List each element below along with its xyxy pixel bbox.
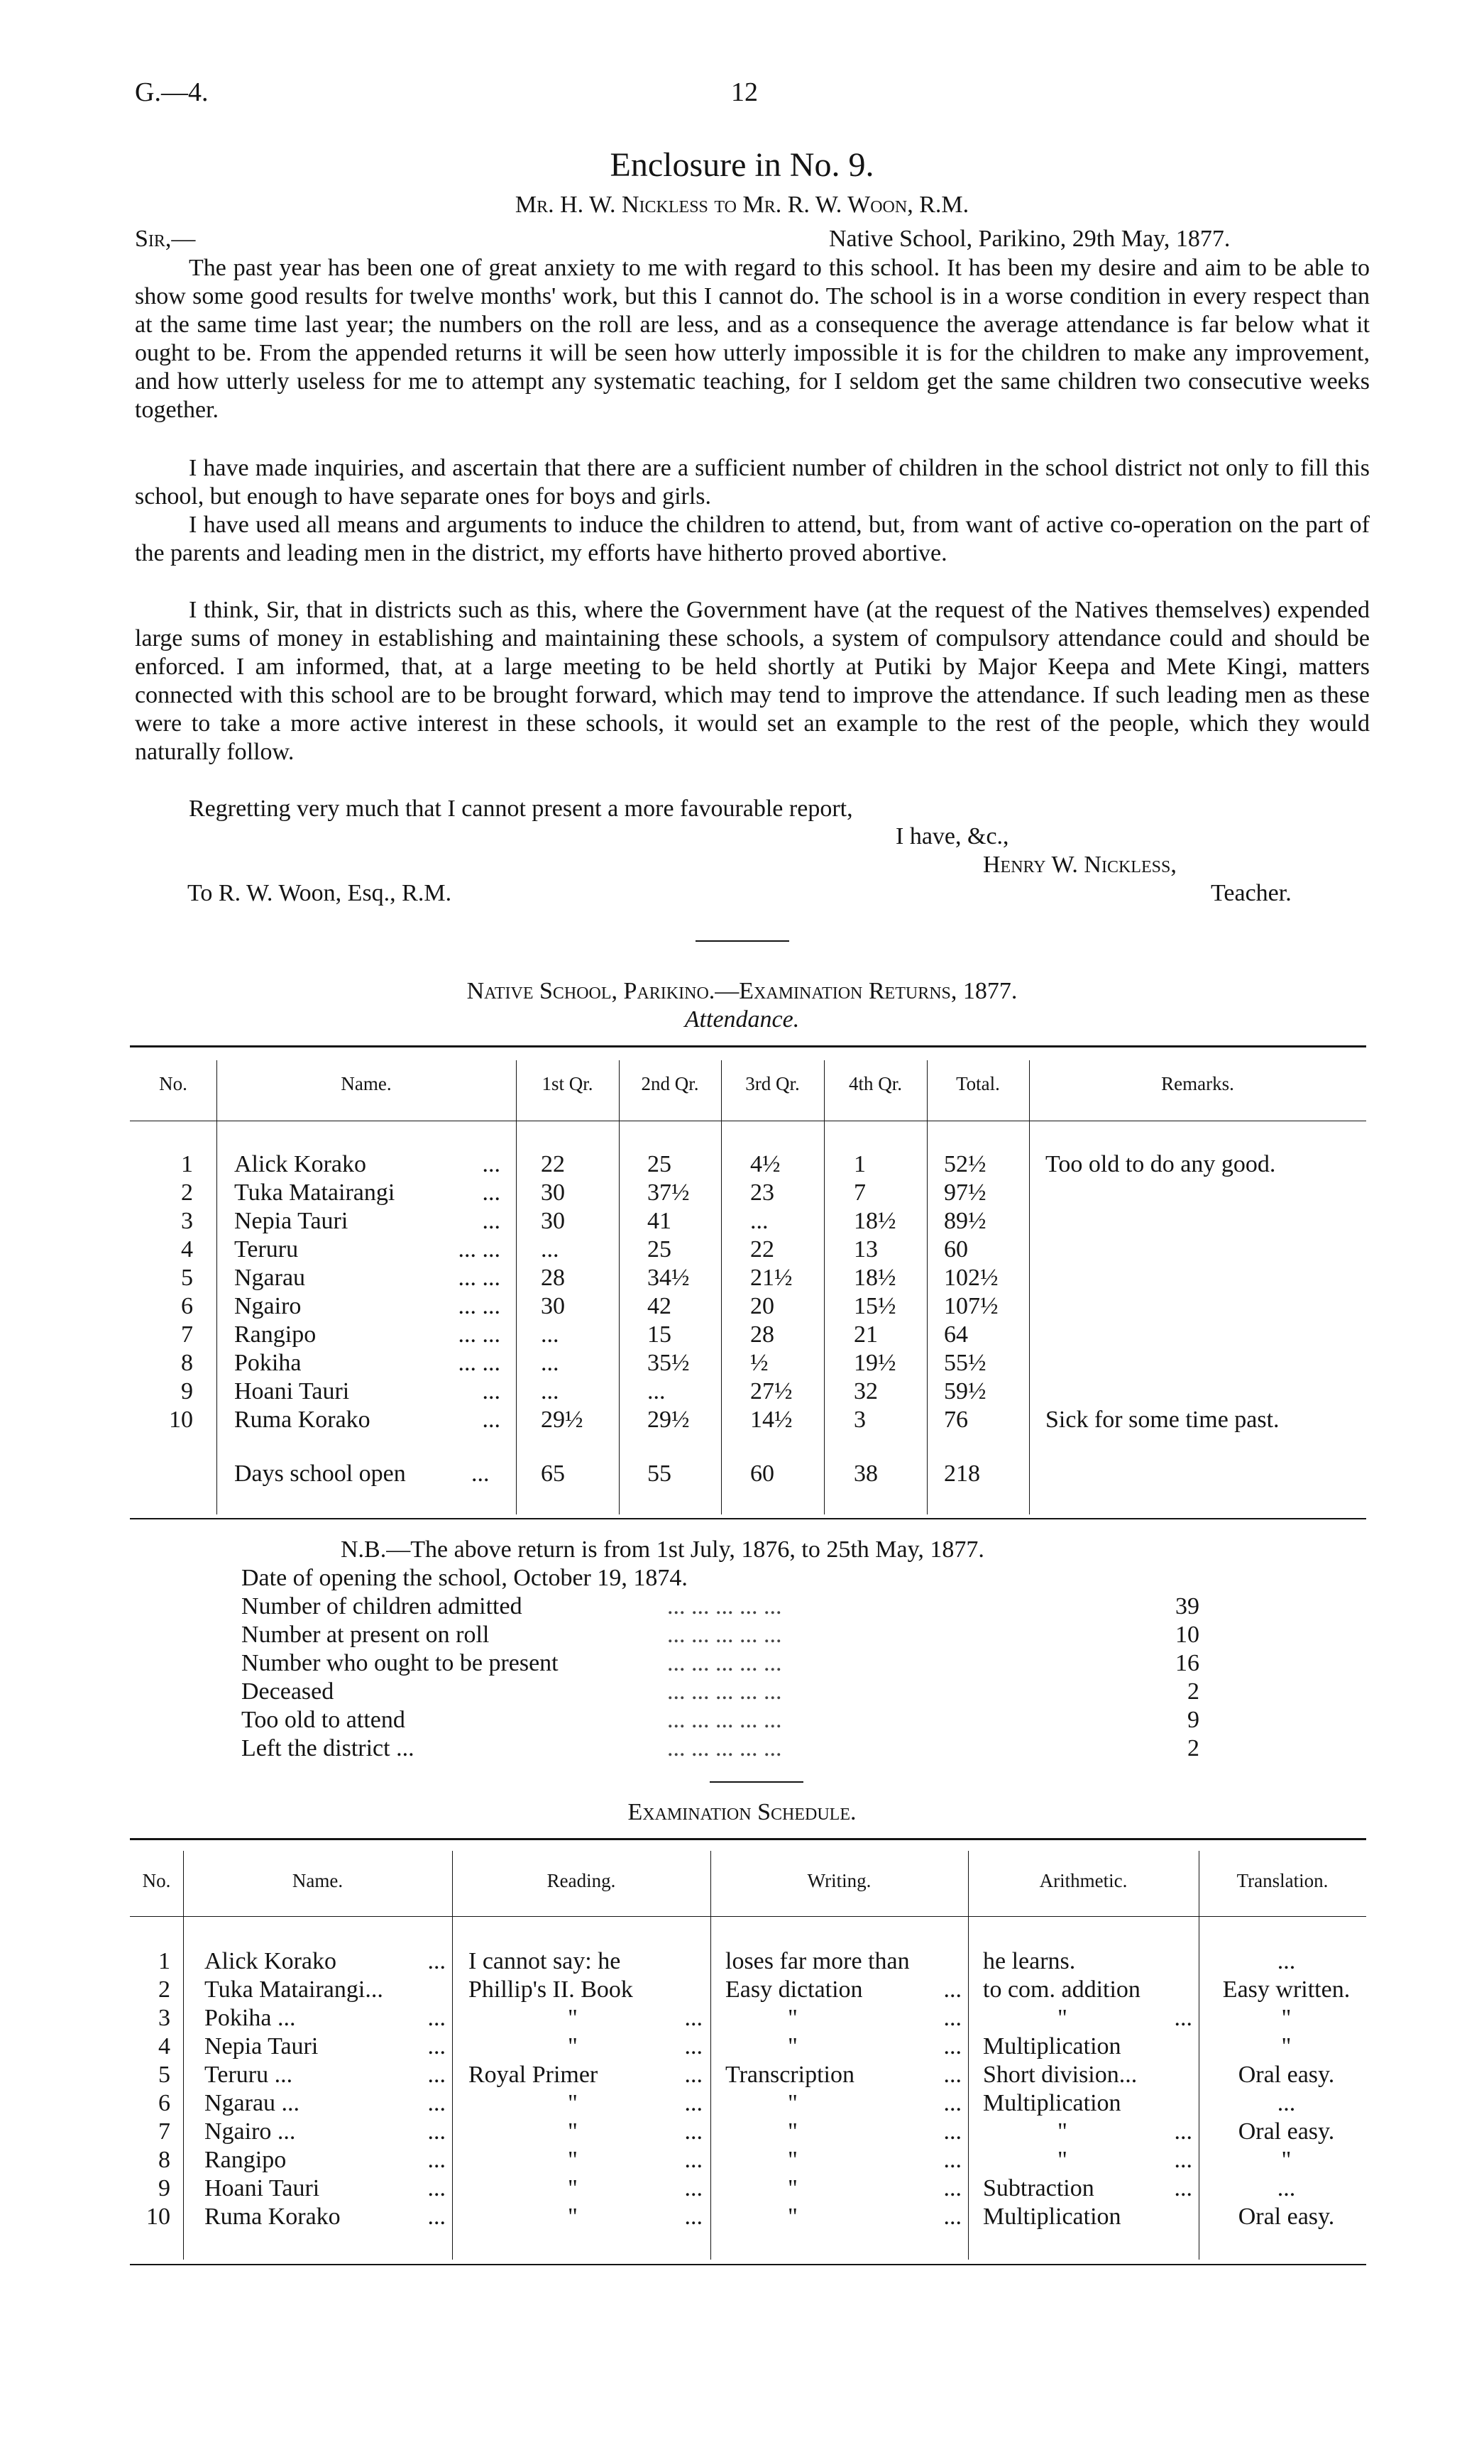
row-name: Teruru: [234, 1236, 299, 1263]
row-number: 8: [181, 1350, 193, 1376]
row-leader-dots: ...: [482, 1378, 500, 1404]
letter-addressee: To R. W. Woon, Esq., R.M.: [187, 880, 452, 906]
row-total: 89½: [944, 1208, 986, 1234]
row-arithmetic-dots: ...: [1174, 2005, 1192, 2031]
column-header: No.: [159, 1073, 187, 1094]
row-reading: ": [568, 2175, 578, 2201]
stat-label: Left the district ...: [241, 1735, 414, 1761]
row-writing: ": [788, 2204, 798, 2230]
section-divider: [710, 1781, 803, 1783]
row-name-dots: ...: [427, 2005, 446, 2031]
row-q4: 32: [854, 1378, 878, 1404]
row-writing: ": [788, 2033, 798, 2059]
row-writing: ": [788, 2147, 798, 2173]
row-arithmetic: Subtraction: [983, 2175, 1094, 2201]
row-translation: ": [1281, 2147, 1292, 2173]
row-reading-dots: ...: [684, 2090, 703, 2116]
section-divider: [696, 940, 789, 942]
row-name: Ruma Korako: [234, 1407, 370, 1433]
row-leader-dots: ...: [482, 1407, 500, 1433]
row-number: 5: [158, 2062, 170, 2088]
row-name: Ngairo: [234, 1293, 302, 1319]
row-number: 3: [158, 2005, 170, 2031]
row-leader-dots: ... ...: [458, 1321, 500, 1348]
row-name-dots: ...: [427, 2118, 446, 2145]
row-q1: 28: [541, 1265, 565, 1291]
row-q3: 4½: [750, 1151, 781, 1177]
row-q4: 18½: [854, 1208, 896, 1234]
stat-label: Too old to attend: [241, 1707, 405, 1733]
days-open-q4: 38: [854, 1461, 878, 1487]
row-number: 6: [158, 2090, 170, 2116]
days-open-q1: 65: [541, 1461, 565, 1487]
row-total: 55½: [944, 1350, 986, 1376]
row-arithmetic: Multiplication: [983, 2090, 1121, 2116]
row-q3: 28: [750, 1321, 774, 1348]
row-arithmetic: Multiplication: [983, 2033, 1121, 2059]
row-leader-dots: ... ...: [458, 1236, 500, 1263]
row-q1: ...: [541, 1321, 559, 1348]
row-writing-dots: ...: [943, 2204, 962, 2230]
column-header: Name.: [341, 1073, 392, 1094]
row-q4: 1: [854, 1151, 866, 1177]
column-divider: [619, 1060, 620, 1514]
letter-salutation: Sir,—: [135, 226, 196, 252]
row-name: Rangipo: [204, 2147, 287, 2173]
column-header: 2nd Qr.: [641, 1073, 699, 1094]
row-reading-dots: ...: [684, 2204, 703, 2230]
letter-paragraph: The past year has been one of great anxiety to me with regard to this school. It has been my desire and aim to be able to show some good results for twelve months' work, but this I cannot do. The school is in a worse condition in every respect than at the same time last year; the numbers on the roll are less, and as a consequence the average attendance is far below what it ought to be. From the appended returns it will be seen how utterly impossible it is for the children to make any improvement, and how utterly useless for me to attempt any systematic teaching, for I seldom get the same children two consecutive weeks together.: [135, 255, 1370, 423]
letter-signature: Henry W. Nickless,: [983, 852, 1177, 878]
column-divider: [927, 1060, 928, 1514]
column-divider: [216, 1060, 217, 1514]
row-name: Ruma Korako: [204, 2204, 341, 2230]
row-q1: ...: [541, 1378, 559, 1404]
row-writing-dots: ...: [943, 2062, 962, 2088]
row-reading-dots: ...: [684, 2033, 703, 2059]
row-q3: 23: [750, 1179, 774, 1206]
row-writing-dots: ...: [943, 2118, 962, 2145]
row-number: 5: [181, 1265, 193, 1291]
row-number: 4: [158, 2033, 170, 2059]
row-q2: 37½: [647, 1179, 690, 1206]
schedule-title: Examination Schedule.: [627, 1799, 857, 1825]
column-header: Translation.: [1236, 1870, 1329, 1891]
returns-nb: N.B.—The above return is from 1st July, 1876, to 25th May, 1877.: [341, 1536, 984, 1563]
letter-paragraph: I have made inquiries, and ascertain that there are a sufficient number of children in the school district not only to fill this school, but enough to have separate ones for boys and girls.: [135, 455, 1370, 510]
row-name: Alick Korako: [234, 1151, 367, 1177]
row-translation: Oral easy.: [1238, 2204, 1335, 2230]
row-q3: 14½: [750, 1407, 793, 1433]
stat-label: Number at present on roll: [241, 1622, 490, 1648]
row-number: 1: [158, 1948, 170, 1974]
row-remarks: Too old to do any good.: [1045, 1151, 1276, 1177]
row-q1: 30: [541, 1293, 565, 1319]
row-reading: ": [568, 2005, 578, 2031]
stat-leader-dots: ... ... ... ... ...: [667, 1622, 782, 1648]
table-rule: [130, 2264, 1366, 2265]
row-total: 60: [944, 1236, 968, 1263]
row-name: Alick Korako: [204, 1948, 337, 1974]
row-q1: ...: [541, 1236, 559, 1263]
row-total: 97½: [944, 1179, 986, 1206]
row-reading: Phillip's II. Book: [468, 1976, 633, 2003]
row-q3: 27½: [750, 1378, 793, 1404]
stat-label: Number of children admitted: [241, 1593, 522, 1619]
row-q2: 15: [647, 1321, 671, 1348]
row-q4: 3: [854, 1407, 866, 1433]
row-total: 102½: [944, 1265, 999, 1291]
row-number: 8: [158, 2147, 170, 2173]
row-q4: 15½: [854, 1293, 896, 1319]
row-reading-dots: ...: [684, 2118, 703, 2145]
row-reading: ": [568, 2204, 578, 2230]
row-reading-dots: ...: [684, 2147, 703, 2173]
stat-value: 2: [1187, 1678, 1199, 1705]
returns-subtitle: Attendance.: [684, 1006, 800, 1033]
row-q1: 22: [541, 1151, 565, 1177]
days-open-total: 218: [944, 1461, 980, 1487]
row-q2: 25: [647, 1236, 671, 1263]
row-writing-dots: ...: [943, 2005, 962, 2031]
row-number: 6: [181, 1293, 193, 1319]
row-number: 10: [169, 1407, 193, 1433]
row-translation: Easy written.: [1222, 1976, 1351, 2003]
letter-from-to: Mr. H. W. Nickless to Mr. R. W. Woon, R.M.: [515, 192, 969, 218]
row-writing-dots: ...: [943, 2175, 962, 2201]
row-writing-dots: ...: [943, 1976, 962, 2003]
column-divider: [721, 1060, 722, 1514]
row-name-dots: ...: [427, 2147, 446, 2173]
row-arithmetic: Multiplication: [983, 2204, 1121, 2230]
page-number: 12: [731, 77, 758, 107]
column-divider: [1029, 1060, 1030, 1514]
row-translation: ": [1281, 2005, 1292, 2031]
stat-value: 2: [1187, 1735, 1199, 1761]
row-arithmetic: to com. addition: [983, 1976, 1141, 2003]
row-writing: Transcription: [725, 2062, 854, 2088]
row-reading-dots: ...: [684, 2175, 703, 2201]
table-rule: [130, 1838, 1366, 1840]
row-writing-dots: ...: [943, 2147, 962, 2173]
stat-leader-dots: ... ... ... ... ...: [667, 1707, 782, 1733]
row-arithmetic: Short division...: [983, 2062, 1138, 2088]
row-name: Nepia Tauri: [234, 1208, 348, 1234]
letter-dateline: Native School, Parikino, 29th May, 1877.: [829, 226, 1231, 252]
row-leader-dots: ...: [482, 1179, 500, 1206]
row-reading: Royal Primer: [468, 2062, 598, 2088]
row-q2: 29½: [647, 1407, 690, 1433]
row-name: Ngarau: [234, 1265, 306, 1291]
days-open-q2: 55: [647, 1461, 671, 1487]
returns-title: Native School, Parikino.—Examination Returns, 1877.: [466, 978, 1018, 1004]
row-q2: 25: [647, 1151, 671, 1177]
row-translation: ": [1281, 2033, 1292, 2059]
row-q2: ...: [647, 1378, 666, 1404]
row-translation: ...: [1277, 2175, 1296, 2201]
row-translation: ...: [1277, 1948, 1296, 1974]
row-q3: ...: [750, 1208, 769, 1234]
stat-leader-dots: ... ... ... ... ...: [667, 1735, 782, 1761]
column-divider: [183, 1851, 184, 2260]
row-name: Tuka Matairangi: [234, 1179, 395, 1206]
stat-leader-dots: ... ... ... ... ...: [667, 1650, 782, 1676]
row-total: 59½: [944, 1378, 986, 1404]
column-header: Writing.: [807, 1870, 872, 1891]
stat-leader-dots: ... ... ... ... ...: [667, 1593, 782, 1619]
row-name: Pokiha ...: [204, 2005, 296, 2031]
row-name-dots: ...: [427, 2033, 446, 2059]
row-name: Hoani Tauri: [204, 2175, 320, 2201]
row-arithmetic: he learns.: [983, 1948, 1076, 1974]
row-q2: 41: [647, 1208, 671, 1234]
table-rule: [130, 1045, 1366, 1047]
row-name: Hoani Tauri: [234, 1378, 350, 1404]
row-number: 9: [181, 1378, 193, 1404]
row-q1: ...: [541, 1350, 559, 1376]
row-name-dots: ...: [427, 2175, 446, 2201]
row-q4: 7: [854, 1179, 866, 1206]
column-header: 1st Qr.: [542, 1073, 593, 1094]
row-name: Teruru ...: [204, 2062, 293, 2088]
row-reading-dots: ...: [684, 2005, 703, 2031]
column-header: 4th Qr.: [848, 1073, 902, 1094]
row-arithmetic-dots: ...: [1174, 2118, 1192, 2145]
page-reference: G.—4.: [135, 77, 209, 107]
row-reading: I cannot say: he: [468, 1948, 621, 1974]
row-name: Tuka Matairangi...: [204, 1976, 383, 2003]
row-q1: 30: [541, 1208, 565, 1234]
row-name-dots: ...: [427, 2204, 446, 2230]
row-name: Pokiha: [234, 1350, 302, 1376]
days-open-dots: ...: [471, 1461, 490, 1487]
column-header: Name.: [292, 1870, 343, 1891]
row-arithmetic-dots: ...: [1174, 2175, 1192, 2201]
stat-value: 10: [1175, 1622, 1199, 1648]
row-total: 64: [944, 1321, 968, 1348]
enclosure-title: Enclosure in No. 9.: [610, 146, 874, 184]
row-translation: Oral easy.: [1238, 2062, 1335, 2088]
row-writing-dots: ...: [943, 2090, 962, 2116]
row-q4: 21: [854, 1321, 878, 1348]
row-name-dots: ...: [427, 2090, 446, 2116]
row-reading: ": [568, 2090, 578, 2116]
row-q4: 19½: [854, 1350, 896, 1376]
row-q2: 34½: [647, 1265, 690, 1291]
column-divider: [710, 1851, 711, 2260]
column-header: 3rd Qr.: [745, 1073, 800, 1094]
row-q3: 22: [750, 1236, 774, 1263]
table-rule: [130, 1916, 1366, 1917]
row-leader-dots: ...: [482, 1208, 500, 1234]
row-total: 107½: [944, 1293, 999, 1319]
row-leader-dots: ...: [482, 1151, 500, 1177]
row-number: 2: [181, 1179, 193, 1206]
row-reading: ": [568, 2147, 578, 2173]
row-name-dots: ...: [427, 2062, 446, 2088]
row-number: 4: [181, 1236, 193, 1263]
row-reading: ": [568, 2118, 578, 2145]
column-header: Reading.: [546, 1870, 616, 1891]
row-q4: 13: [854, 1236, 878, 1263]
row-total: 76: [944, 1407, 968, 1433]
column-divider: [452, 1851, 453, 2260]
row-total: 52½: [944, 1151, 986, 1177]
days-open-label: Days school open: [234, 1461, 406, 1487]
row-writing: ": [788, 2118, 798, 2145]
row-writing: ": [788, 2005, 798, 2031]
row-reading: ": [568, 2033, 578, 2059]
row-number: 1: [181, 1151, 193, 1177]
row-q3: 20: [750, 1293, 774, 1319]
opening-date: Date of opening the school, October 19, 1874.: [241, 1565, 688, 1591]
row-q1: 30: [541, 1179, 565, 1206]
stat-value: 39: [1175, 1593, 1199, 1619]
column-header: No.: [142, 1870, 171, 1891]
row-translation: Oral easy.: [1238, 2118, 1335, 2145]
row-number: 7: [181, 1321, 193, 1348]
row-writing: loses far more than: [725, 1948, 910, 1974]
letter-paragraph: Regretting very much that I cannot present a more favourable report,: [189, 796, 853, 822]
row-q1: 29½: [541, 1407, 583, 1433]
row-writing: ": [788, 2090, 798, 2116]
row-number: 10: [146, 2204, 170, 2230]
row-name: Nepia Tauri: [204, 2033, 319, 2059]
row-q4: 18½: [854, 1265, 896, 1291]
column-divider: [968, 1851, 969, 2260]
row-number: 3: [181, 1208, 193, 1234]
row-q2: 35½: [647, 1350, 690, 1376]
row-number: 7: [158, 2118, 170, 2145]
letter-paragraph: I think, Sir, that in districts such as this, where the Government have (at the request of the Natives themselves) expended large sums of money in establishing and maintaining these schools, a system of compulsory attendance could and should be enforced. I am informed, that, at a large meeting to be held shortly at Putiki by Major Keepa and Mete Kingi, matters connected with this school are to be brought forward, which may tend to improve the attendance. If such leading men as these were to take a more active interest in these schools, it would set an example to the rest of the people, which they would naturally follow.: [135, 597, 1370, 765]
row-arithmetic: ": [1057, 2147, 1067, 2173]
row-writing: Easy dictation: [725, 1976, 863, 2003]
row-leader-dots: ... ...: [458, 1350, 500, 1376]
letter-signature-title: Teacher.: [1211, 880, 1292, 906]
stat-label: Deceased: [241, 1678, 334, 1705]
column-header: Remarks.: [1161, 1073, 1234, 1094]
column-header: Total.: [956, 1073, 1000, 1094]
row-leader-dots: ... ...: [458, 1265, 500, 1291]
row-reading-dots: ...: [684, 2062, 703, 2088]
stat-value: 16: [1175, 1650, 1199, 1676]
letter-paragraph: I have used all means and arguments to induce the children to attend, but, from want of active co-operation on the part of the parents and leading men in the district, my efforts have hitherto proved abortive.: [135, 512, 1370, 566]
row-q3: ½: [750, 1350, 769, 1376]
row-name: Ngairo ...: [204, 2118, 296, 2145]
row-arithmetic: ": [1057, 2118, 1067, 2145]
stat-value: 9: [1187, 1707, 1199, 1733]
row-writing: ": [788, 2175, 798, 2201]
stat-leader-dots: ... ... ... ... ...: [667, 1678, 782, 1705]
row-number: 2: [158, 1976, 170, 2003]
column-divider: [516, 1060, 517, 1514]
row-q2: 42: [647, 1293, 671, 1319]
days-open-q3: 60: [750, 1461, 774, 1487]
row-q3: 21½: [750, 1265, 793, 1291]
column-header: Arithmetic.: [1039, 1870, 1128, 1891]
row-leader-dots: ... ...: [458, 1293, 500, 1319]
row-arithmetic-dots: ...: [1174, 2147, 1192, 2173]
row-translation: ...: [1277, 2090, 1296, 2116]
row-number: 9: [158, 2175, 170, 2201]
column-divider: [824, 1060, 825, 1514]
row-name: Rangipo: [234, 1321, 317, 1348]
letter-closing: I have, &c.,: [896, 823, 1009, 849]
stat-label: Number who ought to be present: [241, 1650, 559, 1676]
row-writing-dots: ...: [943, 2033, 962, 2059]
row-name: Ngarau ...: [204, 2090, 300, 2116]
row-name-dots: ...: [427, 1948, 446, 1974]
row-arithmetic: ": [1057, 2005, 1067, 2031]
row-remarks: Sick for some time past.: [1045, 1407, 1280, 1433]
table-rule: [130, 1518, 1366, 1519]
